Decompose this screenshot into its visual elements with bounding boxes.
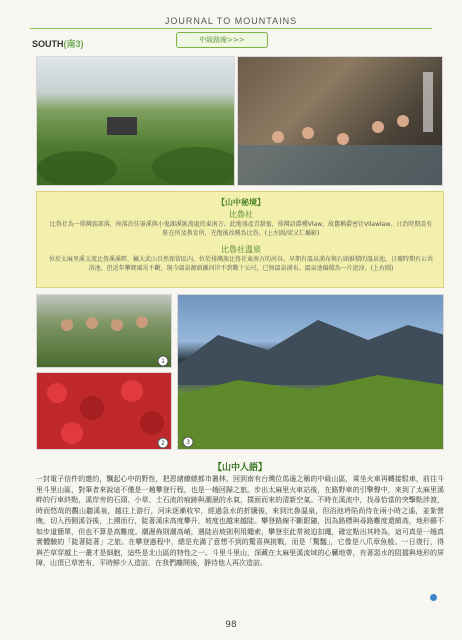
fern-cluster bbox=[152, 147, 235, 186]
hiker bbox=[111, 319, 123, 331]
bather bbox=[397, 115, 409, 127]
article-body: 一封電子信件的邀約，飄起心中的野性，把恩緒繚繞都市叢林，回到南有台灣位馬遜之稱的中級山區，乘坐火車再轉接駁車，前往斗里斗里山區，對筆者來說這不僅是一趟攀登行程，也是一趟回歸之旅。步出太麻里火車站後，在路野車的引擎聲中，來到了太麻里溪畔的行車終點，溪岸旁的石頭、小草、土石流的痕跡與潮濕的水氣，撲面而來的清新空氣。不時在溪流中，找尋恰當的突擊點涉渡，時而悠哉的觀山聽溪泉，越往上游行，河床逐漸收窄，經過急水的折騰後，來到比魯溫泉，但浴池坍陷尚待在兩小時之遙，並紮營晚，切入西側溪谷後，上溯而行，陡著溪床高度攀升，坡度也越來越陡。攀登路線不斷跟隨，因為路標與尋路難度還頗高，地形雖不如步道簡單，但也不算是高難度。潮濕佈則潮高峭，遇陡岩坡則利用繩索，攀登至此常被迫扣繩，確定點出其時為，這可真是一趟真實體驗的「陡著陡著」之旅。在攀登過程中，總是充滿了意想不到的驚喜與挑戰，而是「驚豔」，它像是八爪章魚般。一日復行，得與芒草穿越上一叢才是細胞，這些是北山區的特性之一。斗里斗里山，深藏在太麻里溪流域的心臟地帶，有著惡水的阻擋與地形的屏障，山頂已草密布，平時鮮少人造訪，在我們離開後，靜待他人再次造訪。 bbox=[36, 475, 444, 567]
flower bbox=[140, 411, 164, 435]
caption-box bbox=[36, 191, 444, 288]
group-photo bbox=[36, 294, 172, 368]
hotspring-photo bbox=[237, 56, 443, 186]
landscape-photo bbox=[177, 294, 444, 450]
fern-cluster bbox=[37, 151, 117, 186]
flower bbox=[80, 396, 104, 420]
landscape-illustration bbox=[178, 295, 444, 450]
bather bbox=[337, 133, 349, 145]
flowers-illustration bbox=[37, 373, 172, 450]
caption-text-1 bbox=[37, 220, 445, 238]
hiker bbox=[86, 317, 98, 329]
summit-illustration bbox=[37, 57, 235, 186]
hotspring-illustration bbox=[238, 57, 443, 186]
photo-badge-1-label: 1 bbox=[161, 358, 165, 365]
group-illustration bbox=[37, 295, 172, 368]
page-number: 98 bbox=[225, 620, 237, 630]
mountain-range bbox=[178, 320, 444, 385]
summit-marker bbox=[107, 117, 137, 135]
flowers-photo bbox=[36, 372, 172, 450]
caption-credit-1: (上左圖/梁又仁攝影) bbox=[264, 230, 320, 237]
caption-place-2: 比魯社溫泉 bbox=[221, 245, 261, 254]
hiker bbox=[61, 319, 73, 331]
summit-photo bbox=[36, 56, 235, 186]
bather bbox=[302, 127, 314, 139]
waterfall bbox=[423, 72, 433, 132]
caption-text-2-body: 位於太麻里溪支流比魯溪溪畔，屬大武山自然保留區內，位於排灣族比魯社東南方的河谷。早期有溫泉湧布與石頭推積的溫泉池，日據時期有公共浴池，但近年攀爬風災不斷，現今溫泉源頭離河岸不到數十公尺，已無溫泉湧布。溫泉池偏積為一片泥窪。 bbox=[48, 256, 433, 272]
bather bbox=[272, 131, 284, 143]
flower bbox=[121, 380, 143, 402]
flower bbox=[47, 383, 67, 403]
article-heading: 【山中人語】 bbox=[212, 463, 267, 473]
flower bbox=[61, 422, 83, 444]
section-label bbox=[32, 37, 84, 50]
caption-text-1-body: 比魯社為一排灣族部落，座落於佳崙溪與小鬼湖溪匯流處的東南方。此地盛產青甜蜜，排灣語爵種Vlaw，故舊稱爵密社Vilawlaw。日治時期設有駐在所及教育所，光復後改稱為比魯。 bbox=[49, 221, 433, 237]
photo-badge-2-label: 2 bbox=[161, 440, 165, 447]
caption-text-2 bbox=[37, 255, 445, 273]
article-end-mark bbox=[430, 594, 437, 601]
caption-title: 【山中秘境】 bbox=[217, 198, 265, 207]
spring-pool bbox=[238, 145, 443, 186]
caption-place-1: 比魯社 bbox=[229, 210, 253, 219]
bather bbox=[372, 121, 384, 133]
section-name: SOUTH bbox=[32, 39, 64, 49]
caption-credit-2: (上右圖) bbox=[370, 265, 394, 272]
header-rule bbox=[30, 28, 432, 29]
hiker bbox=[136, 316, 148, 328]
photo-badge-3-label: 3 bbox=[186, 439, 190, 446]
forest-slope bbox=[178, 375, 444, 450]
chapter-tab: 中級路線>>> bbox=[176, 32, 268, 48]
journal-title: JOURNAL TO MOUNTAINS bbox=[164, 16, 298, 26]
section-number: (南3) bbox=[63, 39, 84, 49]
